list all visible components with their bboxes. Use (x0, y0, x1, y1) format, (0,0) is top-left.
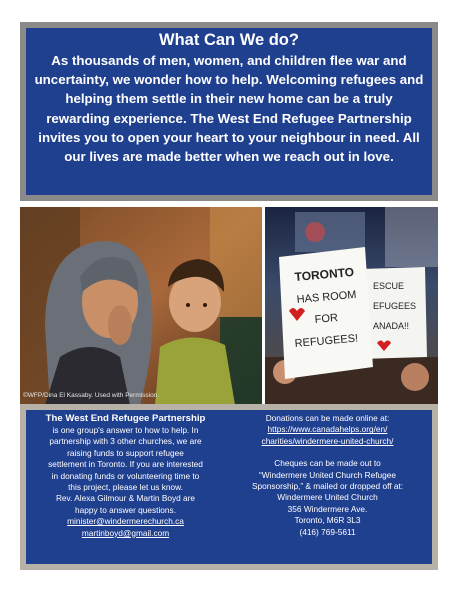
sign-line-4: REFUGEES! (294, 332, 359, 350)
woman-child-illustration (20, 207, 262, 405)
church-name: Windermere United Church (277, 492, 378, 503)
partnership-text: partnership with 3 other churches, we are (49, 436, 202, 447)
intro-body: As thousands of men, women, and children flee war and uncertainty, we wonder how to help. Welcoming refugees and helping them settle in their new home can be a truly rewarding experience. The West End Refugee Partnership invites you to open your heart to your neighbour in need. All our lives are made better when we reach out in love. (34, 53, 424, 165)
cheque-text: Cheques can be made out to (274, 458, 381, 469)
cheque-text: Sponsorship,” & mailed or dropped off at: (251, 481, 404, 492)
email-link-martin[interactable]: martinboyd@gmail.com (81, 527, 170, 538)
partnership-text: raising funds to support refugee (67, 447, 184, 458)
cheque-text: “Windermere United Church Refugee (259, 469, 396, 480)
partnership-text: settlement in Toronto. If you are interested (48, 459, 203, 470)
intro-title: What Can We do? (159, 31, 299, 49)
donations-heading: Donations can be made online at: (265, 413, 390, 423)
photo-refugee-signs (265, 207, 438, 405)
back-sign-line-3: ANADA!! (373, 321, 410, 331)
church-address: 356 Windermere Ave. (287, 503, 368, 514)
signs-illustration (265, 207, 438, 405)
church-phone: (416) 769-5611 (299, 526, 356, 537)
contacts-text: happy to answer questions. (74, 504, 176, 515)
donation-url-link-cont[interactable]: charities/windermere-united-church/ (261, 435, 394, 446)
info-panel-inner (26, 410, 432, 564)
partnership-text: in donating funds or volunteering time to (51, 470, 200, 481)
sign-line-3: FOR (314, 312, 339, 326)
back-sign-line-2: EFUGEES (373, 301, 417, 311)
partnership-text: is one group's answer to how to help. In (52, 425, 199, 435)
email-link-minister[interactable]: minister@windermerechurch.ca (67, 516, 184, 527)
photo-credit: ©WFP/Dina El Kassaby. Used with Permission. (23, 392, 160, 399)
back-sign-line-1: ESCUE (373, 281, 405, 291)
partnership-text: this project, please let us know. (68, 482, 183, 493)
intro-panel-inner (26, 28, 432, 195)
info-panel (20, 404, 438, 570)
donations-column (225, 410, 432, 564)
sign-line-2: HAS ROOM (296, 288, 357, 306)
partnership-title: The West End Refugee Partnership (45, 413, 206, 424)
intro-panel (20, 22, 438, 201)
sign-line-1: TORONTO (294, 264, 355, 284)
partnership-column (26, 410, 225, 564)
church-city: Toronto, M6R 3L3 (294, 515, 361, 526)
contacts-text: Rev. Alexa Gilmour & Martin Boyd are (55, 493, 196, 504)
donation-url-link[interactable]: https://www.canadahelps.org/en/ (267, 424, 388, 435)
photo-woman-and-child (20, 207, 262, 405)
